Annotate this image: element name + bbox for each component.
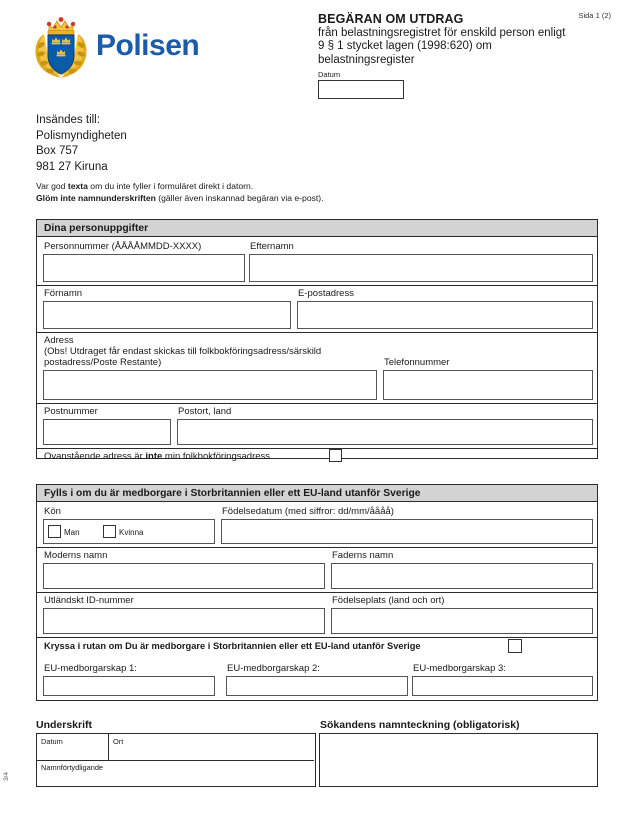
divider-sec2-row-3 [37, 637, 597, 638]
label-efternamn: Efternamn [250, 241, 294, 252]
label-personnummer: Personnummer (ÅÅÅÅMMDD-XXXX) [44, 241, 202, 252]
page-title: BEGÄRAN OM UTDRAG [318, 12, 464, 26]
instruction-1-bold: texta [67, 181, 88, 191]
label-signature-ort: Ort [113, 737, 124, 746]
label-faderns-namn: Faderns namn [332, 550, 394, 561]
instruction-1-post: om du inte fyller i formuläret direkt i datorn. [87, 181, 254, 191]
page-subtitle: från belastningsregistret för enskild person enligt 9 § 1 stycket lagen (1998:620) om belastningsregister [318, 27, 566, 66]
input-personnummer[interactable] [43, 254, 245, 282]
instruction-2-post: (gäller även inskannad begäran via e-post). [155, 192, 324, 203]
divider-row-3 [37, 403, 597, 404]
instruction-line-1 [36, 181, 324, 193]
instruction-2-bold: Glöm inte namnunderskriften [36, 192, 156, 203]
input-efternamn[interactable] [249, 254, 593, 282]
fill-in-instructions [36, 181, 324, 204]
instruction-1-pre: Var god [36, 181, 68, 191]
label-namnfortydligande: Namnförtydligande [41, 763, 104, 772]
divider-row-2 [37, 332, 597, 333]
header-datum-input[interactable] [318, 80, 404, 99]
label-fornamn: Förnamn [44, 288, 83, 299]
input-moderns-namn[interactable] [43, 563, 325, 589]
label-fodelseplats: Födelseplats (land och ort) [332, 595, 445, 606]
applicant-signature-title: Sökandens namnteckning (obligatorisk) [320, 719, 520, 731]
page-number: Sida 1 (2) [578, 11, 611, 20]
signature-left-table [36, 733, 316, 787]
input-utlandskt-id[interactable] [43, 608, 325, 634]
input-adress[interactable] [43, 370, 377, 400]
input-fornamn[interactable] [43, 301, 291, 329]
section-personal-details [36, 219, 598, 462]
recipient-line-1: Insändes till: [36, 114, 100, 126]
not-registered-post: min folkbokföringsadress [162, 451, 271, 462]
input-applicant-signature[interactable] [319, 733, 598, 787]
label-not-registered-address [44, 451, 270, 462]
signature-section-title: Underskrift [36, 719, 93, 731]
not-registered-bold: inte [145, 451, 163, 462]
checkbox-eu-uk-citizen[interactable] [508, 639, 522, 653]
label-eu-citizenship-1: EU-medborgarskap 1: [44, 663, 137, 674]
divider-row-4 [37, 448, 597, 449]
input-fodelseplats[interactable] [331, 608, 593, 634]
label-adress-line-2: (Obs! Utdraget får endast skickas till folkbokföringsadress/särskild [44, 346, 322, 357]
recipient-line-2: Polismyndigheten [36, 129, 127, 142]
input-postnummer[interactable] [43, 419, 171, 445]
section-2-heading: Fylls i om du är medborgare i Storbritannien eller ett EU-land utanför Sverige [37, 485, 597, 502]
divider-sec2-row-1 [37, 547, 597, 548]
recipient-line-3: Box 757 [36, 145, 79, 157]
swedish-police-coat-of-arms-icon [30, 12, 92, 80]
label-epostadress: E-postadress [298, 288, 354, 299]
checkbox-kon-kvinna[interactable] [103, 525, 116, 538]
divider-row-1 [37, 285, 597, 286]
label-fodelsedatum: Födelsedatum (med siffror: dd/mm/åååå) [222, 506, 394, 517]
section-1-heading: Dina personuppgifter [37, 220, 597, 237]
label-eu-citizenship-2: EU-medborgarskap 2: [227, 663, 320, 674]
checkbox-kon-man[interactable] [48, 525, 61, 538]
label-postort-land: Postort, land [178, 406, 232, 417]
form-corner-code: 3/4 [3, 771, 10, 781]
group-kon-checkboxes [43, 519, 215, 544]
input-namnfortydligande[interactable] [37, 761, 314, 786]
label-eu-citizenship-3: EU-medborgarskap 3: [413, 663, 506, 674]
section-eu-uk-citizen [36, 484, 598, 701]
input-signature-datum[interactable] [37, 734, 108, 760]
not-registered-pre: Ovanstående adress är [44, 451, 146, 462]
input-faderns-namn[interactable] [331, 563, 593, 589]
label-adress-line-1: Adress [44, 335, 74, 346]
label-adress-line-3: postadress/Poste Restante) [44, 357, 162, 368]
input-telefonnummer[interactable] [383, 370, 593, 400]
label-telefonnummer: Telefonnummer [384, 357, 450, 368]
label-kon-kvinna: Kvinna [119, 528, 144, 537]
input-postort-land[interactable] [177, 419, 593, 445]
label-postnummer: Postnummer [44, 406, 98, 417]
label-kon: Kön [44, 506, 61, 517]
checkbox-not-registered-address[interactable] [329, 449, 342, 462]
input-eu-citizenship-3[interactable] [412, 676, 593, 696]
header-datum-label: Datum [318, 70, 341, 80]
police-logo [30, 12, 199, 80]
input-signature-ort[interactable] [109, 734, 314, 760]
input-fodelsedatum[interactable] [221, 519, 593, 544]
recipient-address [36, 113, 127, 175]
input-epostadress[interactable] [297, 301, 593, 329]
label-moderns-namn: Moderns namn [44, 550, 108, 561]
polisen-wordmark: Polisen [96, 29, 200, 62]
input-eu-citizenship-1[interactable] [43, 676, 215, 696]
label-utlandskt-id: Utländskt ID-nummer [44, 595, 134, 606]
page-header [0, 0, 627, 108]
divider-sec2-row-2 [37, 592, 597, 593]
input-eu-citizenship-2[interactable] [226, 676, 408, 696]
label-signature-datum: Datum [41, 737, 63, 746]
label-kryssa-i-rutan: Kryssa i rutan om Du är medborgare i Storbritannien eller ett EU-land utanför Sverige [44, 641, 421, 651]
instruction-line-2 [36, 193, 324, 205]
document-title-block [318, 12, 568, 99]
label-kon-man: Man [64, 528, 80, 537]
recipient-line-4: 981 27 Kiruna [36, 160, 108, 173]
